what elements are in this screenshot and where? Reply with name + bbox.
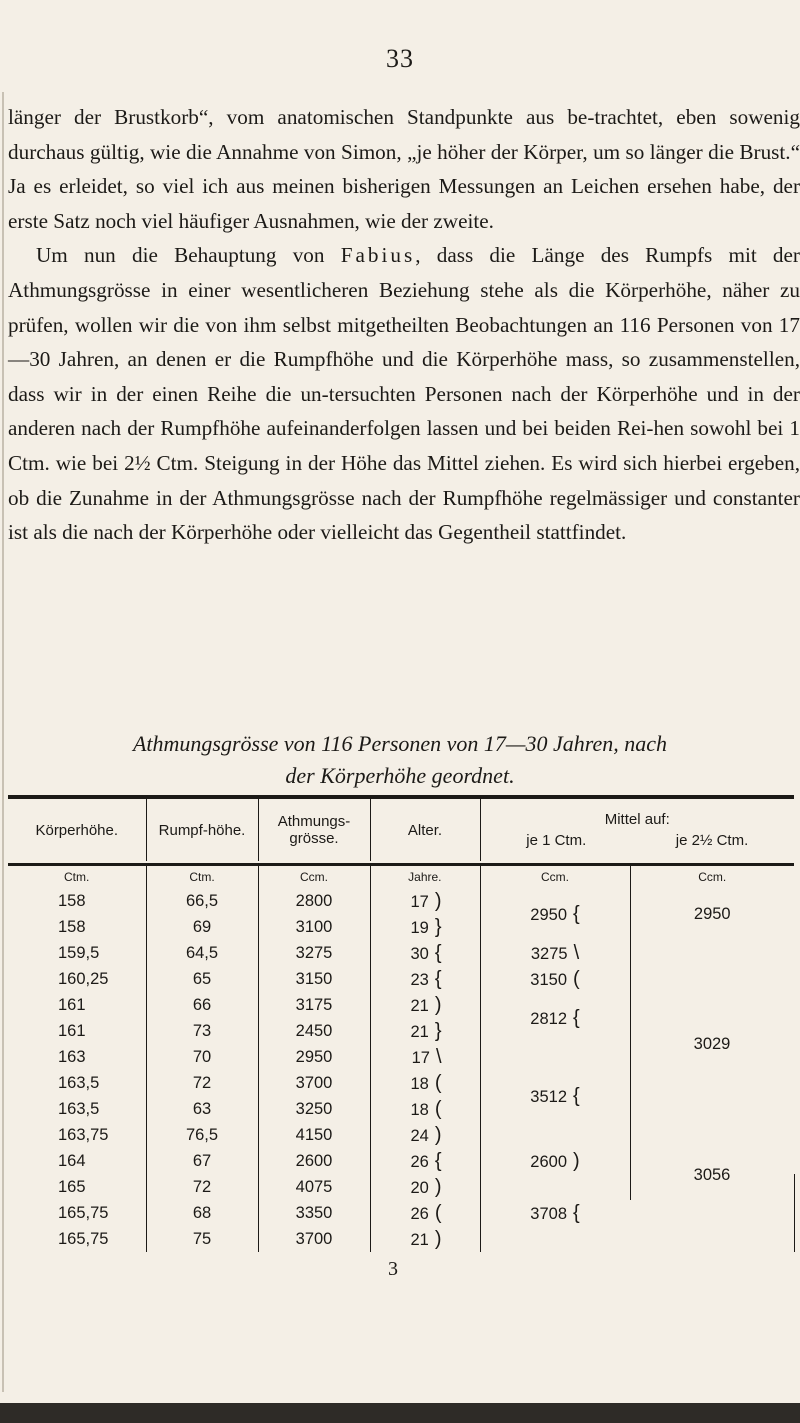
cell-mean-1: 2950 { (480, 888, 630, 940)
header-breath: Athmungs-grösse. (258, 799, 370, 861)
cell-age: 17 \ (370, 1044, 480, 1070)
cell-height: 164 (58, 1151, 86, 1170)
cell-age: 26 ( (370, 1200, 480, 1226)
table-row (8, 888, 794, 914)
cell-trunk: 66,5 (146, 888, 258, 914)
unit-breath: Ccm. (258, 866, 370, 888)
cell-age: 19 } (370, 914, 480, 940)
mean-2-value: 3056 (693, 1166, 731, 1184)
cell-mean-1: 3512 { (480, 1044, 630, 1148)
cell-height: 165 (58, 1177, 86, 1196)
cell-trunk: 69 (146, 914, 258, 940)
cell-mean-1: 2600 ) (480, 1148, 630, 1174)
caption-line-2: der Körperhöhe geordnet. (285, 763, 515, 788)
cell-age: 17 ) (370, 888, 480, 914)
mean-value: 2950 (530, 905, 568, 924)
header-row (8, 799, 794, 861)
mean-value: 2600 (530, 1152, 568, 1171)
header-age: Alter. (370, 799, 480, 861)
cell-trunk: 65 (146, 966, 258, 992)
cell-trunk: 68 (146, 1200, 258, 1226)
age-value: 30 (410, 944, 429, 963)
unit-trunk: Ctm. (146, 866, 258, 888)
cell-trunk: 67 (146, 1148, 258, 1174)
cell-breath: 3100 (258, 914, 370, 940)
age-value: 21 (410, 996, 429, 1015)
age-value: 26 (410, 1204, 429, 1223)
age-value: 26 (410, 1152, 429, 1171)
unit-height: Ctm. (64, 870, 90, 884)
cell-breath: 3350 (258, 1200, 370, 1226)
cell-height: 161 (58, 1021, 86, 1040)
cell-breath: 4075 (258, 1174, 370, 1200)
cell-height: 163,5 (58, 1099, 100, 1118)
cell-mean-1: 3150 ( (480, 966, 630, 992)
age-value: 18 (410, 1074, 429, 1093)
cell-breath: 2950 (258, 1044, 370, 1070)
unit-mean-1: Ccm. (480, 866, 630, 888)
age-value: 18 (410, 1100, 429, 1119)
measurement-body (8, 866, 794, 1252)
cell-breath: 3700 (258, 1226, 370, 1252)
header-mean-2: je 2½ Ctm. (675, 832, 749, 849)
cell-height: 158 (58, 891, 86, 910)
cell-age: 18 ( (370, 1096, 480, 1122)
cell-height: 163 (58, 1047, 86, 1066)
cell-age: 20 ) (370, 1174, 480, 1200)
cell-trunk: 72 (146, 1070, 258, 1096)
cell-breath: 2800 (258, 888, 370, 914)
page-number: 33 (386, 44, 414, 73)
cell-age: 18 ( (370, 1070, 480, 1096)
units-row (8, 866, 794, 888)
cell-trunk: 72 (146, 1174, 258, 1200)
author-name: Fabius (340, 243, 416, 268)
scan-edge (0, 1403, 800, 1423)
cell-age: 30 { (370, 940, 480, 966)
cell-mean-1: 3275 \ (480, 940, 630, 966)
mean-value: 3275 (530, 944, 568, 963)
cell-age: 21 ) (370, 1226, 480, 1252)
paragraph-1: länger der Brustkorb“, vom anatomischen Standpunkte aus be-trachtet, eben sowenig durchaus gültig, wie die Annahme von Simon, „je höher der Körper, um so länger die Brust.“ Ja es erleidet, so viel ich aus meinen bisherigen Messungen an Leichen ersehen habe, der erste Satz noch viel häufiger Ausnahmen, wie der zweite. (8, 105, 800, 233)
cell-height: 163,75 (58, 1125, 109, 1144)
header-height: Körperhöhe. (35, 821, 119, 839)
age-value: 19 (410, 918, 429, 937)
unit-mean-2: Ccm. (630, 866, 794, 888)
mean-value: 2812 (530, 1009, 568, 1028)
cell-mean-1: 3708 { (480, 1174, 630, 1252)
header-mean (480, 799, 794, 861)
paragraph-2 (8, 238, 800, 549)
age-value: 23 (410, 970, 429, 989)
cell-breath: 2450 (258, 1018, 370, 1044)
mean-value: 3708 (530, 1204, 568, 1223)
age-value: 21 (410, 1230, 429, 1249)
measurement-table (8, 799, 794, 861)
cell-age: 21 ) (370, 992, 480, 1018)
age-value: 17 (410, 892, 429, 911)
mean-value: 3512 (530, 1087, 568, 1106)
cell-mean-2: 2950 (630, 888, 794, 940)
caption-line-1: Athmungsgrösse von 116 Personen von 17—30 Jahren, nach (132, 731, 668, 756)
data-table (8, 795, 794, 1252)
cell-trunk: 66 (146, 992, 258, 1018)
cell-breath: 2600 (258, 1148, 370, 1174)
age-value: 21 (410, 1022, 429, 1041)
table-caption (0, 728, 800, 792)
table-row (8, 940, 794, 966)
cell-trunk: 73 (146, 1018, 258, 1044)
cell-height: 163,5 (58, 1073, 100, 1092)
cell-mean-1: 2812 { (480, 992, 630, 1044)
unit-age: Jahre. (370, 866, 480, 888)
mean-2-value: 3029 (693, 1035, 731, 1053)
table-row (8, 1226, 794, 1252)
age-value: 20 (410, 1178, 429, 1197)
cell-height: 165,75 (58, 1229, 109, 1248)
cell-trunk: 76,5 (146, 1122, 258, 1148)
body-text (8, 100, 800, 550)
signature-mark: 3 (388, 1258, 398, 1280)
age-value: 24 (410, 1126, 429, 1145)
cell-height: 161 (58, 995, 86, 1014)
cell-trunk: 75 (146, 1226, 258, 1252)
cell-height: 158 (58, 917, 86, 936)
cell-breath: 3150 (258, 966, 370, 992)
cell-age: 26 { (370, 1148, 480, 1174)
header-mean-label: Mittel auf: (604, 811, 670, 828)
paragraph-2-start: Um nun die Behauptung von (36, 243, 341, 268)
header-mean-1: je 1 Ctm. (526, 832, 587, 849)
age-value: 17 (411, 1048, 430, 1067)
cell-breath: 3250 (258, 1096, 370, 1122)
table-row (8, 1200, 794, 1226)
paragraph-2-rest: , dass die Länge des Rumpfs mit der Athmungsgrösse in einer wesentlicheren Beziehung stehe als die Körperhöhe, näher zu prüfen, wollen wir die von ihm selbst mitgetheilten Beobachtungen an 116 Personen von 17—30 Jahren, an denen er die Rumpfhöhe und die Körperhöhe mass, so zusammenstellen, dass wir in der einen Reihe die un-tersuchten Personen nach der Körperhöhe und in der anderen nach der Rumpfhöhe aufeinanderfolgen lassen und bei beiden Rei-hen sowohl bei 1 Ctm. wie bei 2½ Ctm. Steigung in der Höhe das Mittel ziehen. Es wird sich hierbei ergeben, ob die Zunahme in der Athmungsgrösse nach der Rumpfhöhe regelmässiger und constanter ist als die nach der Körperhöhe oder vielleicht das Gegentheil stattfindet. (8, 243, 800, 545)
header-trunk: Rumpf-höhe. (146, 799, 258, 861)
cell-height: 160,25 (58, 969, 109, 988)
cell-breath: 3175 (258, 992, 370, 1018)
cell-breath: 3275 (258, 940, 370, 966)
mean-value: 3150 (530, 970, 568, 989)
cell-trunk: 63 (146, 1096, 258, 1122)
cell-age: 24 ) (370, 1122, 480, 1148)
cell-trunk: 70 (146, 1044, 258, 1070)
cell-height: 159,5 (58, 943, 100, 962)
cell-age: 23 { (370, 966, 480, 992)
cell-breath: 4150 (258, 1122, 370, 1148)
cell-trunk: 64,5 (146, 940, 258, 966)
cell-height: 165,75 (58, 1203, 109, 1222)
cell-age: 21 } (370, 1018, 480, 1044)
cell-mean-2 (630, 940, 794, 1200)
cell-breath: 3700 (258, 1070, 370, 1096)
